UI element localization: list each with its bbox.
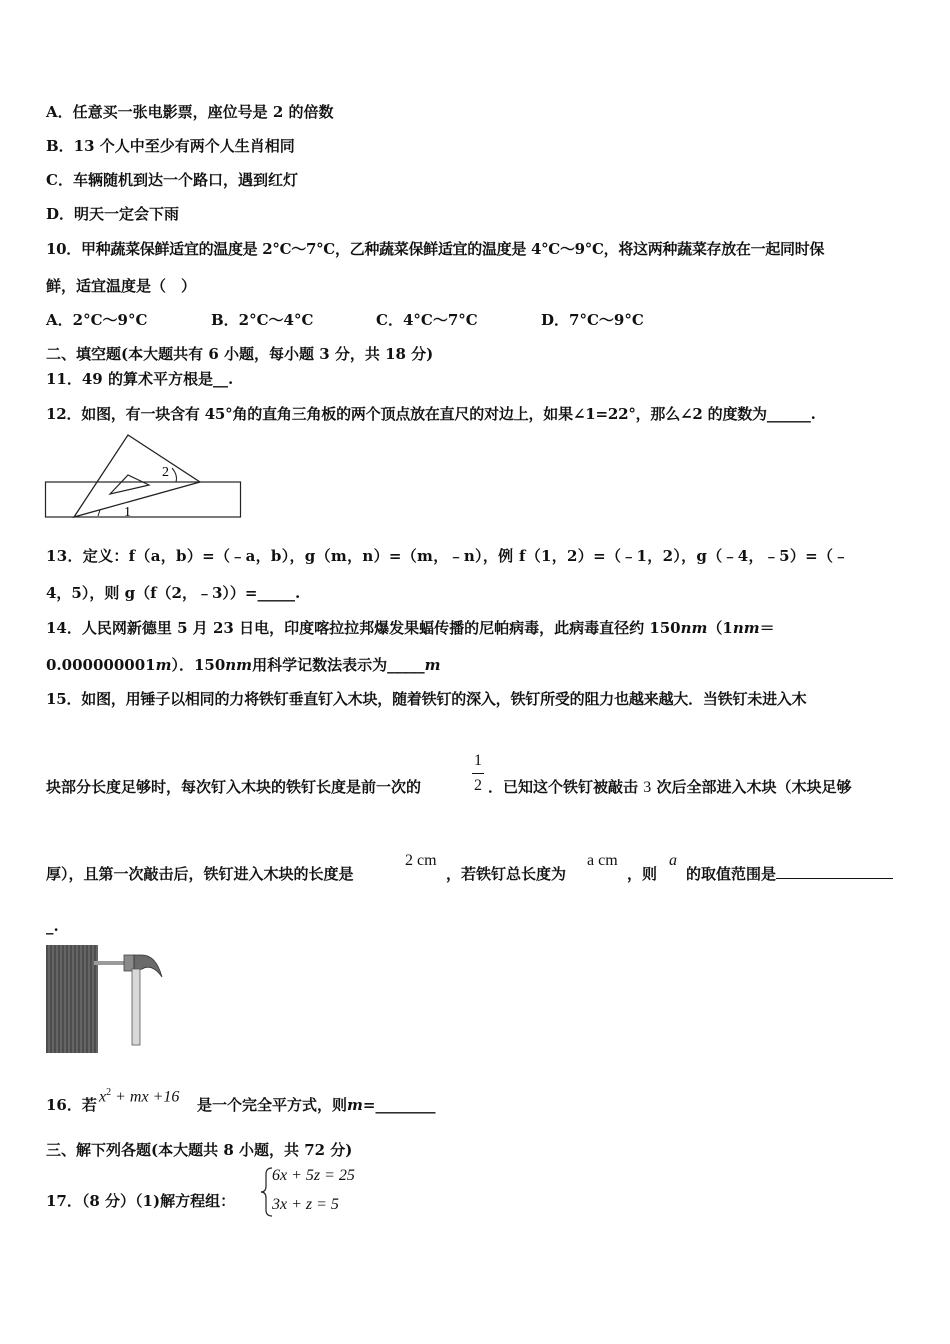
q15-line2-text-a: 块部分长度足够时，每次钉入木块的铁钉长度是前一次的 — [46, 778, 422, 796]
q10-option-c: C．4°C～7°C — [376, 311, 478, 329]
q17-equation-2: 3x + z = 5 — [272, 1196, 339, 1213]
q10-stem-line1: 10．甲种蔬菜保鲜适宜的温度是 2°C～7°C，乙种蔬菜保鲜适宜的温度是 4°C～9°C，将这两种蔬菜存放在一起同时保 — [46, 240, 825, 258]
q9-option-d: D．明天一定会下雨 — [46, 205, 180, 223]
ruler-outline — [46, 482, 241, 517]
q9-option-b: B．13 个人中至少有两个人生肖相同 — [46, 137, 295, 155]
q13-line2: 4，5），则 g（f（2，﹣3））=_____. — [46, 584, 301, 602]
section2-title: 二、填空题(本大题共有 6 小题，每小题 3 分，共 18 分) — [46, 345, 434, 363]
q9-option-c: C．车辆随机到达一个路口，遇到红灯 — [46, 171, 298, 189]
q14-line2: 0.000000001m）．150nm用科学记数法表示为_____m — [46, 656, 441, 674]
q15-fraction-bar — [472, 773, 484, 774]
q12-text: 12．如图，有一块含有 45°角的直角三角板的两个顶点放在直尺的对边上，如果∠1=22°，那么∠2 的度数为______. — [46, 405, 816, 423]
q15-hammer-figure — [46, 945, 166, 1055]
triangle-outer — [74, 435, 200, 517]
q15-fraction-denominator: 2 — [474, 777, 482, 794]
q15-line1: 15．如图，用锤子以相同的力将铁钉垂直钉入木块，随着铁钉的深入，铁钉所受的阻力也越来越大．当铁钉未进入木 — [46, 690, 807, 708]
q15-first-length: 2 cm — [405, 852, 437, 869]
angle-2-arc — [172, 468, 177, 482]
q16-text-a: 16．若 — [46, 1096, 97, 1114]
triangle-inner-hole — [110, 475, 149, 494]
q17-label: 17．（8 分）（1)解方程组： — [46, 1192, 236, 1210]
q15-line3-text-c: ，则 — [627, 865, 658, 883]
q10-option-d: D．7°C～9°C — [541, 311, 644, 329]
q9-option-a: A．任意买一张电影票，座位号是 2 的倍数 — [46, 103, 334, 121]
wood-block — [46, 945, 98, 1053]
q16-text-b: 是一个完全平方式，则m=________ — [197, 1096, 436, 1114]
q15-line2-text-b: ．已知这个铁钉被敲击 3 次后全部进入木块（木块足够 — [488, 778, 852, 796]
q10-option-b: B．2°C～4°C — [211, 311, 314, 329]
q15-total-length: a cm — [587, 852, 618, 869]
q15-fraction-numerator: 1 — [474, 752, 482, 769]
angle-2-label: 2 — [162, 465, 169, 480]
q10-stem-line2: 鲜，适宜温度是（ ） — [46, 277, 197, 295]
q14-line1: 14．人民网新德里 5 月 23 日电，印度喀拉拉邦爆发果蝠传播的尼帕病毒，此病毒直径约 150nm（1nm＝ — [46, 619, 775, 637]
q15-variable-a: a — [669, 852, 677, 869]
section3-title: 三、解下列各题(本大题共 8 小题，共 72 分) — [46, 1141, 353, 1159]
q15-line3-text-d: 的取值范围是 — [686, 864, 893, 884]
q17-equation-1: 6x + 5z = 25 — [272, 1167, 355, 1184]
angle-1-label: 1 — [124, 505, 131, 520]
q16-expression: $x^2$ + mx +16 — [99, 1087, 180, 1106]
q15-line3-text-b: ，若铁钉总长度为 — [446, 865, 567, 883]
hammer-face — [124, 955, 134, 971]
nail — [94, 961, 126, 965]
q15-line3-text-a: 厚），且第一次敲击后，铁钉进入木块的长度是 — [46, 865, 354, 883]
q11-text: 11．49 的算术平方根是__. — [46, 370, 234, 388]
q13-line1: 13．定义：f（a，b）=（﹣a，b），g（m，n）=（m，﹣n），例 f（1，2）=（﹣1，2），g（﹣4，﹣5）=（﹣ — [46, 547, 849, 565]
q10-option-a: A．2°C～9°C — [46, 311, 148, 329]
q12-ruler-triangle-figure — [44, 430, 244, 522]
q15-line4: _. — [46, 917, 59, 935]
q15-hit-count: 3 — [643, 779, 652, 796]
q15-answer-blank — [776, 864, 893, 879]
hammer-handle — [132, 969, 140, 1045]
